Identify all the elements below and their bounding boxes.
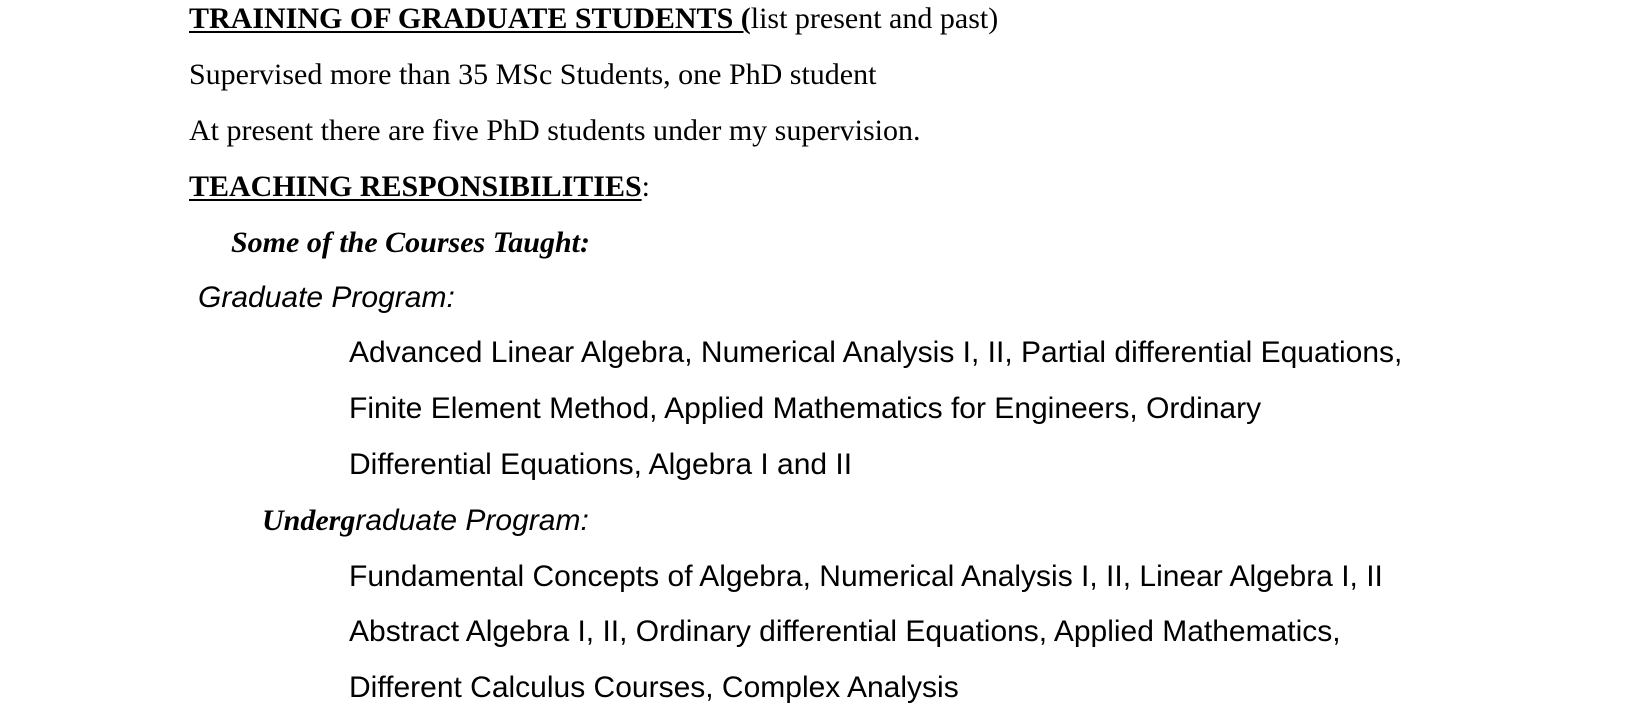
teaching-heading-line [189,170,650,204]
courses-taught-title: Some of the Courses Taught: [231,226,590,259]
undergraduate-course-line-1: Fundamental Concepts of Algebra, Numerical Analysis I, II, Linear Algebra I, II [349,560,1383,593]
training-heading-suffix: list present and past) [750,2,999,35]
graduate-program-label: Graduate Program: [198,281,455,314]
graduate-course-line-2: Finite Element Method, Applied Mathematics for Engineers, Ordinary [349,392,1262,425]
undergraduate-label-prefix: Underg [262,504,356,537]
teaching-heading-colon: : [641,170,650,203]
undergraduate-course-line-2: Abstract Algebra I, II, Ordinary differential Equations, Applied Mathematics, [349,615,1341,648]
training-supervised-text: Supervised more than 35 MSc Students, one PhD student [189,58,877,91]
training-heading-line [189,2,998,36]
undergraduate-program-label [262,504,589,538]
training-present-text: At present there are five PhD students under my supervision. [189,114,921,147]
graduate-course-line-1: Advanced Linear Algebra, Numerical Analysis I, II, Partial differential Equations, [349,336,1403,369]
training-heading: TRAINING OF GRADUATE STUDENTS ( [189,2,751,35]
teaching-heading: TEACHING RESPONSIBILITIES [189,170,642,203]
undergraduate-label-rest: raduate Program: [355,504,589,537]
graduate-course-line-3: Differential Equations, Algebra I and II [349,448,853,481]
undergraduate-course-line-3: Different Calculus Courses, Complex Analysis [349,671,959,704]
